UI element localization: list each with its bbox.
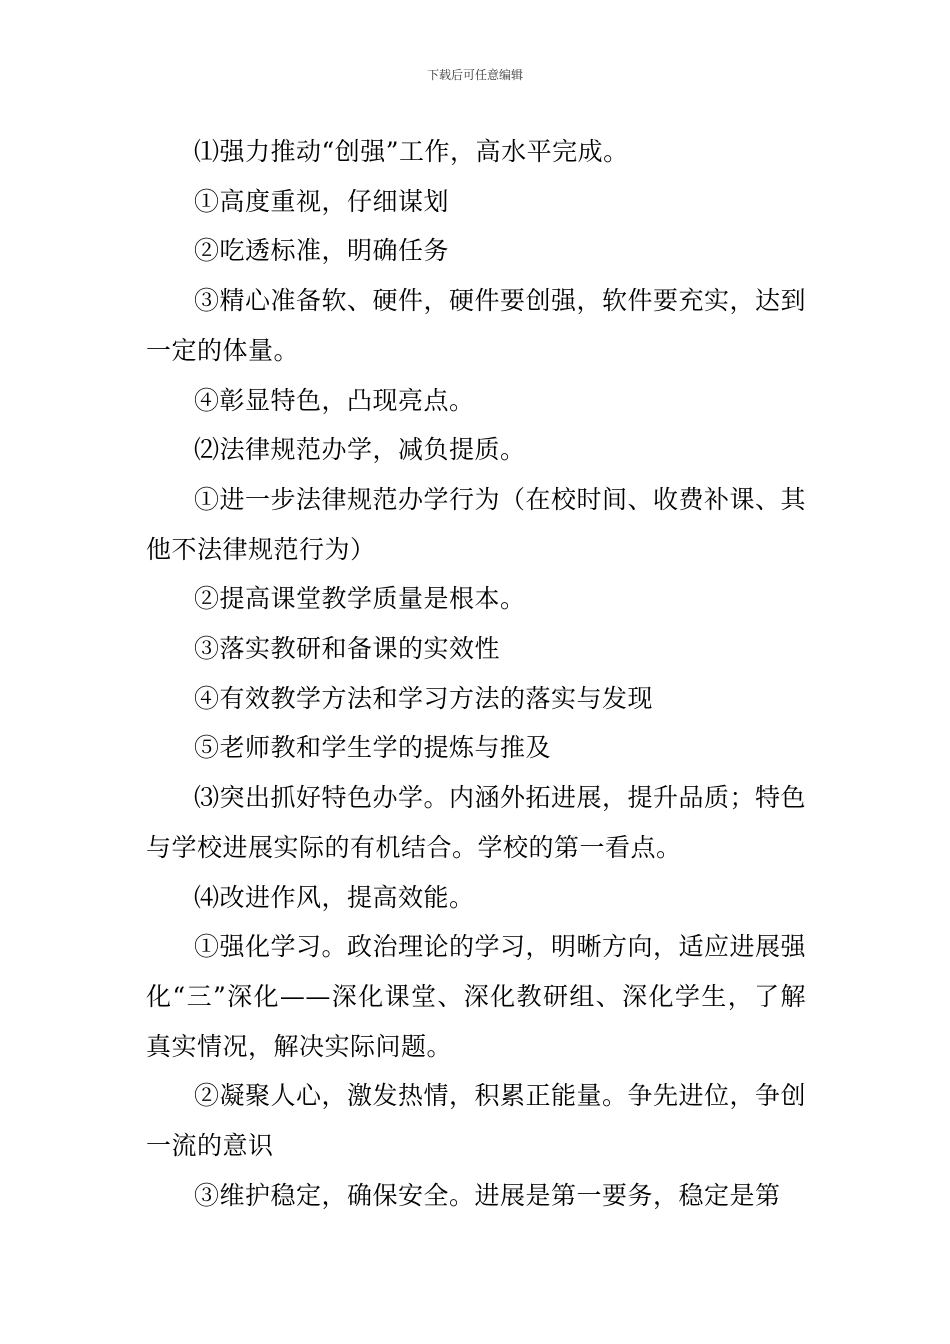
paragraph: ④彰显特色，凸现亮点。 xyxy=(194,385,475,415)
page-header: 下载后可任意编辑 xyxy=(426,68,523,82)
document-body xyxy=(146,127,806,1220)
paragraph: ③维护稳定，确保安全。进展是第一要务，稳定是第 xyxy=(194,1180,781,1210)
paragraph: ⑶突出抓好特色办学。内涵外拓进展，提升品质；特色与学校进展实际的有机结合。学校的第一看点。 xyxy=(146,783,807,862)
paragraph: ①强化学习。政治理论的学习，明晰方向，适应进展强化“三”深化——深化课堂、深化教研组、深化学生，了解真实情况，解决实际问题。 xyxy=(146,932,807,1061)
paragraph: ⑵法律规范办学，减负提质。 xyxy=(194,435,526,465)
paragraph: ①进一步法律规范办学行为（在校时间、收费补课、其他不法律规范行为） xyxy=(146,484,807,564)
paragraph: ⑤老师教和学生学的提炼与推及 xyxy=(194,733,552,763)
paragraph: ⑷改进作风，提高效能。 xyxy=(194,882,475,912)
paragraph: ③落实教研和备课的实效性 xyxy=(194,634,501,664)
paragraph: ②凝聚人心，激发热情，积累正能量。争先进位，争创一流的意识 xyxy=(146,1081,807,1161)
paragraph: ⑴强力推动“创强”工作，高水平完成。 xyxy=(194,137,629,166)
paragraph: ③精心准备软、硬件，硬件要创强，软件要充实，达到一定的体量。 xyxy=(146,286,807,365)
paragraph: ②提高课堂教学质量是根本。 xyxy=(194,584,526,614)
paragraph: ①高度重视，仔细谋划 xyxy=(194,186,450,216)
paragraph: ④有效教学方法和学习方法的落实与发现 xyxy=(194,683,654,713)
paragraph: ②吃透标准，明确任务 xyxy=(194,236,450,266)
